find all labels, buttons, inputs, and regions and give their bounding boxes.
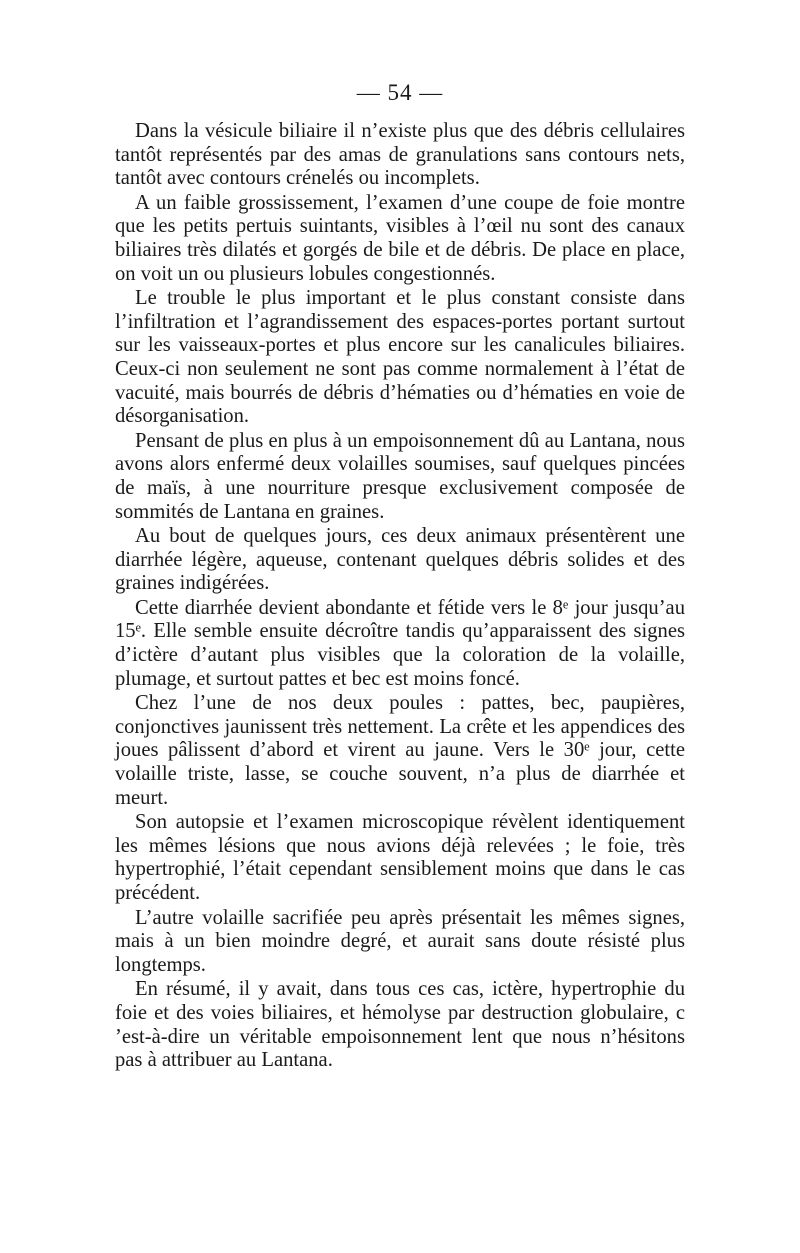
paragraph-autopsy: Son autopsie et l’examen microscopique révèlent identiquement les mêmes lésions que nous avions déjà relevées ; le foie, très hypertrophié, l’était cependant sensiblement moins que dans le cas précédent. (115, 811, 685, 904)
paragraph-early-diarrhea: Au bout de quelques jours, ces deux animaux présentèrent une diarrhée légère, aqueuse, contenant quelques débris solides et des graines indigérées. (115, 525, 685, 595)
paragraph-poultry-experiment: Pensant de plus en plus à un empoisonnement dû au Lantana, nous avons alors enfermé deux volailles soumises, sauf quelques pincées de maïs, à une nourriture presque exclusivement composée de sommités de Lantana en graines. (115, 429, 685, 523)
paragraph-icterus-signs: Cette diarrhée devient abondante et fétide vers le 8ᵉ jour jusqu’au 15ᵉ. Elle semble ensuite décroître tandis qu’apparaissent des signes d’ictère d’autant plus visibles que la coloration de la volaille, plumage, et surtout pattes et bec est moins foncé. (115, 596, 685, 690)
page-number: — 54 — (356, 80, 444, 105)
paragraph-gallbladder: Dans la vésicule biliaire il n’existe plus que des débris cellulaires tantôt représentés par des amas de granulations sans contours nets, tantôt avec contours crénelés ou incomplets. (115, 120, 685, 190)
body-text (115, 120, 685, 1073)
paragraph-first-hen: Chez l’une de nos deux poules : pattes, bec, paupières, conjonctives jaunissent très nettement. La crête et les appendices des joues pâlissent d’abord et virent au jaune. Vers le 30ᵉ jour, cette volaille triste, lasse, se couche souvent, n’a plus de diarrhée et meurt. (115, 692, 685, 809)
paragraph-summary: En résumé, il y avait, dans tous ces cas, ictère, hypertrophie du foie et des voies biliaires, et hémolyse par destruction globulaire, c ’est-à-dire un véritable empoisonnement lent que nous n’hésitons pas à attribuer au Lantana. (115, 978, 685, 1072)
paragraph-second-hen: L’autre volaille sacrifiée peu après présentait les mêmes signes, mais à un bien moindre degré, et aurait sans doute résisté plus longtemps. (115, 906, 685, 976)
paragraph-low-magnification: A un faible grossissement, l’examen d’une coupe de foie montre que les petits pertuis suintants, visibles à l’œil nu sont des canaux biliaires très dilatés et gorgés de bile et de débris. De place en place, on voit un ou plusieurs lobules congestionnés. (115, 191, 685, 285)
paragraph-portal-spaces: Le trouble le plus important et le plus constant consiste dans l’infiltration et l’agrandissement des espaces-portes portant surtout sur les vaisseaux-portes et plus encore sur les canalicules biliaires. Ceux-ci non seulement ne sont pas comme normalement à l’état de vacuité, mais bourrés de débris d’hématies ou d’hématies en voie de désorganisation. (115, 287, 685, 428)
